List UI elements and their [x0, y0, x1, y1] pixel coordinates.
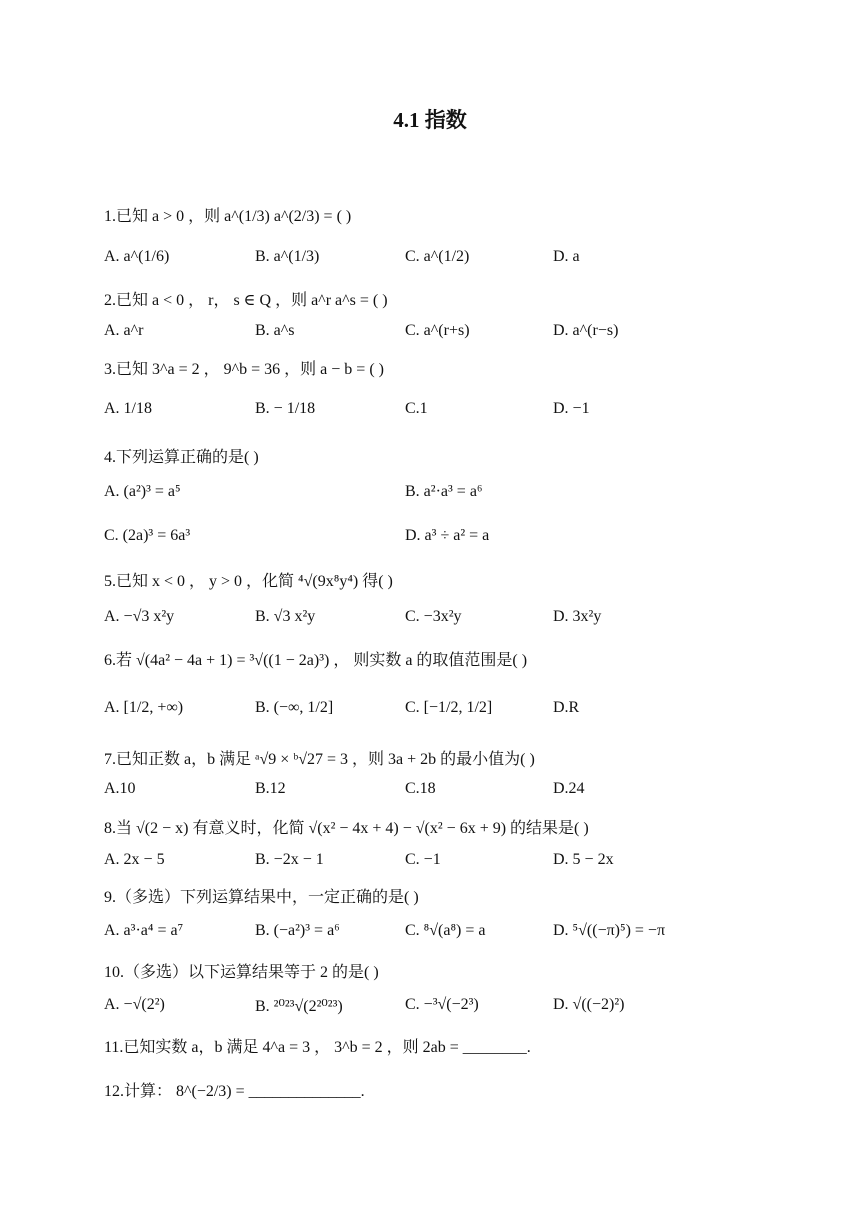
q2-option-d: D. a^(r−s): [553, 322, 619, 339]
q1-option-d: D. a: [553, 248, 580, 265]
page-title: 4.1 指数: [393, 108, 467, 132]
q4-option-c: C. (2a)³ = 6a³: [104, 527, 191, 544]
q2-option-c: C. a^(r+s): [405, 322, 470, 339]
question-5: 5.已知 x < 0 ， y > 0 ，化简 ⁴√(9x⁸y⁴) 得( ): [104, 573, 393, 590]
q5-option-b: B. √3 x²y: [255, 608, 316, 625]
q8-option-d: D. 5 − 2x: [553, 851, 614, 868]
q1-option-c: C. a^(1/2): [405, 248, 470, 265]
q1-option-b: B. a^(1/3): [255, 248, 320, 265]
q10-option-b: B. ²⁰²³√(2²⁰²³): [255, 998, 343, 1015]
q4-option-a: A. (a²)³ = a⁵: [104, 483, 181, 500]
q6-option-b: B. (−∞, 1/2]: [255, 699, 334, 716]
question-6: 6.若 √(4a² − 4a + 1) = ³√((1 − 2a)³) ， 则实数 a 的取值范围是( ): [104, 652, 528, 669]
q9-option-c: C. ⁸√(a⁸) = a: [405, 922, 486, 939]
question-1: 1.已知 a > 0 ，则 a^(1/3) a^(2/3) = ( ): [104, 208, 352, 225]
q3-option-a: A. 1/18: [104, 400, 152, 417]
question-2: 2.已知 a < 0 ， r， s ∈ Q ，则 a^r a^s = ( ): [104, 292, 388, 309]
q10-option-c: C. −³√(−2³): [405, 996, 479, 1013]
q4-option-b: B. a²·a³ = a⁶: [405, 483, 483, 500]
q7-option-d: D.24: [553, 780, 585, 797]
q6-option-c: C. [−1/2, 1/2]: [405, 699, 493, 716]
question-9: 9.（多选）下列运算结果中，一定正确的是( ): [104, 889, 419, 906]
question-11: 11.已知实数 a，b 满足 4^a = 3 ， 3^b = 2 ，则 2ab = ________.: [104, 1039, 531, 1056]
question-3: 3.已知 3^a = 2 ， 9^b = 36 ，则 a − b = ( ): [104, 361, 384, 378]
q7-option-b: B.12: [255, 780, 286, 797]
q10-option-d: D. √((−2)²): [553, 996, 625, 1013]
q3-option-d: D. −1: [553, 400, 590, 417]
q7-option-c: C.18: [405, 780, 436, 797]
q1-option-a: A. a^(1/6): [104, 248, 170, 265]
q10-option-a: A. −√(2²): [104, 996, 165, 1013]
q2-option-a: A. a^r: [104, 322, 144, 339]
q9-option-b: B. (−a²)³ = a⁶: [255, 922, 340, 939]
q5-option-d: D. 3x²y: [553, 608, 602, 625]
question-4: 4.下列运算正确的是( ): [104, 449, 259, 466]
q3-option-c: C.1: [405, 400, 428, 417]
question-10: 10.（多选）以下运算结果等于 2 的是( ): [104, 964, 379, 981]
q9-option-a: A. a³·a⁴ = a⁷: [104, 922, 184, 939]
q8-option-a: A. 2x − 5: [104, 851, 165, 868]
q9-option-d: D. ⁵√((−π)⁵) = −π: [553, 922, 666, 939]
q3-option-b: B. − 1/18: [255, 400, 316, 417]
q6-option-a: A. [1/2, +∞): [104, 699, 184, 716]
q8-option-b: B. −2x − 1: [255, 851, 324, 868]
q8-option-c: C. −1: [405, 851, 441, 868]
question-7: 7.已知正数 a，b 满足 ᵃ√9 × ᵇ√27 = 3 ，则 3a + 2b 的最小值为( ): [104, 751, 535, 768]
q5-option-c: C. −3x²y: [405, 608, 462, 625]
q5-option-a: A. −√3 x²y: [104, 608, 175, 625]
q2-option-b: B. a^s: [255, 322, 295, 339]
q7-option-a: A.10: [104, 780, 136, 797]
q4-option-d: D. a³ ÷ a² = a: [405, 527, 490, 544]
q6-option-d: D.R: [553, 699, 580, 716]
question-12: 12.计算： 8^(−2/3) = ______________.: [104, 1083, 365, 1100]
question-8: 8.当 √(2 − x) 有意义时，化简 √(x² − 4x + 4) − √(x² − 6x + 9) 的结果是( ): [104, 820, 589, 837]
